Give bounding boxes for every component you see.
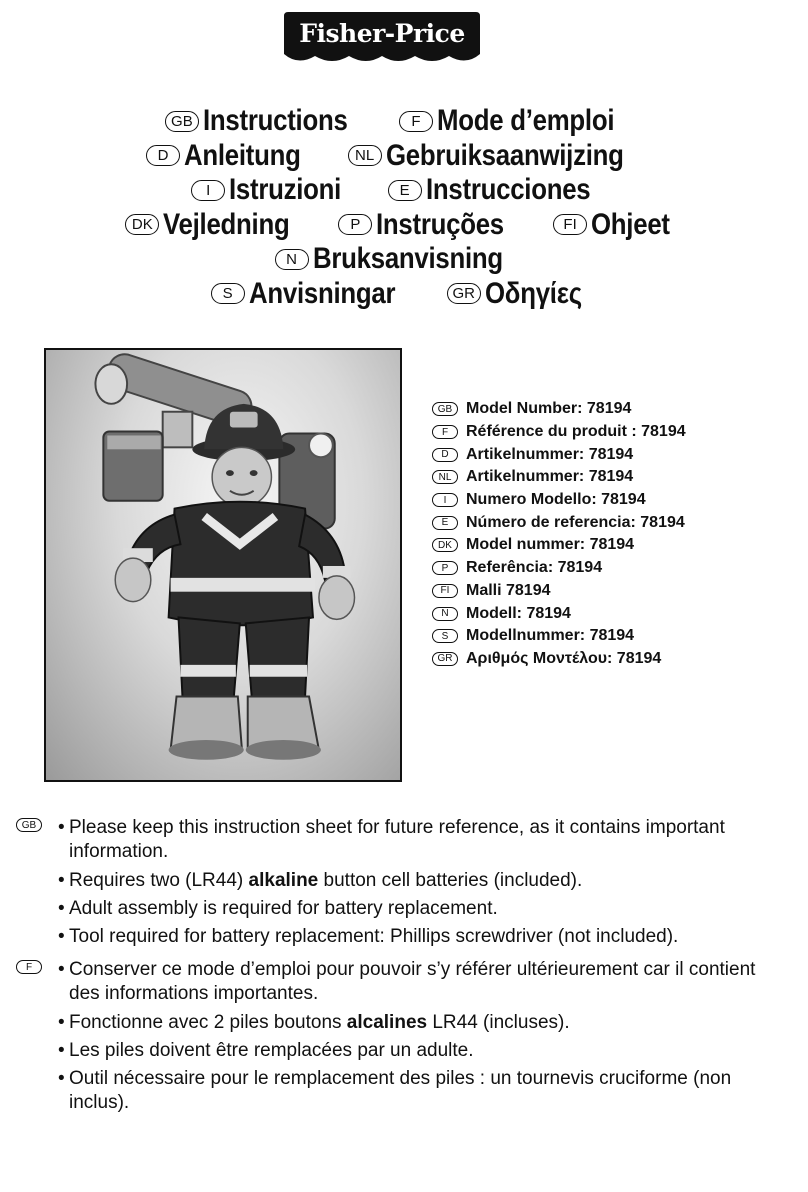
model-number-text: Referência: 78194 (466, 559, 603, 577)
language-badge: GR (432, 652, 458, 666)
model-row (432, 602, 686, 625)
bullet-dot: • (58, 870, 65, 891)
language-badge: GB (165, 111, 199, 132)
title-item-i (191, 173, 359, 207)
language-badge: GB (16, 818, 42, 832)
language-badge: NL (348, 145, 382, 166)
bullet-dot: • (58, 926, 65, 947)
bullet-text: Tool required for battery replacement: Phillips screwdriver (not included). (69, 926, 679, 947)
model-number-text: Modell: 78194 (466, 604, 571, 622)
model-row (432, 489, 686, 512)
model-row (432, 421, 686, 444)
title-text: Istruzioni (229, 173, 342, 207)
model-row (432, 511, 686, 534)
title-text: Vejledning (163, 207, 290, 241)
logo-text: Fisher-Price (299, 19, 465, 48)
language-badge: S (432, 629, 458, 643)
language-badge: N (275, 249, 309, 270)
model-number-text: Malli 78194 (466, 581, 551, 599)
bullet-dot: • (58, 817, 65, 838)
bullet-item (58, 1067, 759, 1115)
language-badge: I (432, 493, 458, 507)
language-badge: DK (125, 214, 159, 235)
title-item-f (399, 104, 643, 138)
title-text: Instrucciones (425, 173, 590, 207)
title-line (0, 173, 808, 208)
title-item-fi (553, 208, 683, 242)
language-badge: NL (432, 470, 458, 484)
language-badge: P (432, 561, 458, 575)
title-item-n (275, 242, 534, 276)
title-item-nl (348, 139, 662, 173)
language-badge: N (432, 607, 458, 621)
product-photo (44, 348, 402, 782)
title-item-gr (447, 277, 598, 311)
title-text: Bruksanvisning (312, 242, 503, 276)
model-number-text: Αριθμός Μοντέλου: 78194 (466, 649, 662, 667)
bullet-item (58, 1011, 759, 1035)
title-line (0, 139, 808, 174)
language-badge: FI (432, 584, 458, 598)
bullet-text: Requires two (LR44) alkaline button cell batteries (included). (69, 870, 583, 891)
model-number-text: Modellnummer: 78194 (466, 627, 635, 645)
model-number-text: Artikelnummer: 78194 (466, 445, 634, 463)
toy-figure-illustration (46, 350, 400, 780)
title-item-dk (125, 208, 310, 242)
model-row (432, 534, 686, 557)
title-line (0, 208, 808, 243)
language-badge: I (191, 180, 225, 201)
bullet-dot: • (58, 1068, 65, 1089)
model-number-text: Numero Modello: 78194 (466, 491, 646, 509)
bullet-dot: • (58, 1040, 65, 1061)
title-text: Ohjeet (591, 207, 670, 241)
bullet-item (58, 1039, 759, 1063)
model-row (432, 466, 686, 489)
title-text: Anleitung (184, 138, 301, 172)
model-number-text: Model Number: 78194 (466, 400, 632, 418)
model-row (432, 443, 686, 466)
brand-logo (282, 10, 482, 68)
language-badge: F (432, 425, 458, 439)
model-row (432, 398, 686, 421)
bullet-text: Fonctionne avec 2 piles boutons alcalines LR44 (incluses). (69, 1012, 570, 1033)
model-row (432, 557, 686, 580)
bullet-text: Adult assembly is required for battery replacement. (69, 898, 498, 919)
bullet-text: Outil nécessaire pour le remplacement des piles : un tournevis cruciforme (non inclus). (69, 1068, 732, 1113)
title-text: Instructions (202, 104, 348, 138)
model-row (432, 648, 686, 671)
title-text: Anvisningar (248, 276, 395, 310)
title-item-gb (165, 104, 371, 138)
bullet-dot: • (58, 898, 65, 919)
bullet-item (58, 958, 759, 1006)
language-badge: S (211, 283, 245, 304)
title-item-s (211, 277, 419, 311)
title-text: Gebruiksaanwijzing (385, 138, 624, 172)
language-titles (0, 104, 808, 311)
bullet-text: Les piles doivent être remplacées par un adulte. (69, 1040, 474, 1061)
language-badge: F (399, 111, 433, 132)
model-number-text: Model nummer: 78194 (466, 536, 635, 554)
language-badge: E (432, 516, 458, 530)
title-item-d (146, 139, 320, 173)
language-badge: GB (432, 402, 458, 416)
model-number-list (432, 398, 686, 670)
title-text: Mode d’emploi (436, 104, 615, 138)
title-item-p (338, 208, 525, 242)
bullet-text: Please keep this instruction sheet for future reference, as it contains important information. (69, 817, 725, 862)
bullet-dot: • (58, 1012, 65, 1033)
model-number-text: Número de referencia: 78194 (466, 513, 685, 531)
bullet-item (58, 925, 759, 949)
bullet-item (58, 869, 759, 893)
language-badge: P (338, 214, 372, 235)
language-badge: DK (432, 538, 458, 552)
bullet-text: Conserver ce mode d’emploi pour pouvoir s’y référer ultérieurement car il contient des informations importantes. (69, 959, 756, 1004)
title-line (0, 104, 808, 139)
model-row (432, 625, 686, 648)
model-number-text: Artikelnummer: 78194 (466, 468, 634, 486)
model-number-text: Référence du produit : 78194 (466, 423, 686, 441)
bullet-item (58, 816, 759, 864)
language-badge: D (146, 145, 180, 166)
title-item-e (388, 173, 617, 207)
model-row (432, 580, 686, 603)
language-badge: D (432, 448, 458, 462)
language-badge: E (388, 180, 422, 201)
language-badge: GR (447, 283, 481, 304)
title-line (0, 277, 808, 312)
bullet-item (58, 897, 759, 921)
title-text: Instruções (376, 207, 505, 241)
bullet-dot: • (58, 959, 65, 980)
language-badge: F (16, 960, 42, 974)
language-badge: FI (553, 214, 587, 235)
title-text: Οδηγίες (484, 276, 582, 310)
title-line (0, 242, 808, 277)
